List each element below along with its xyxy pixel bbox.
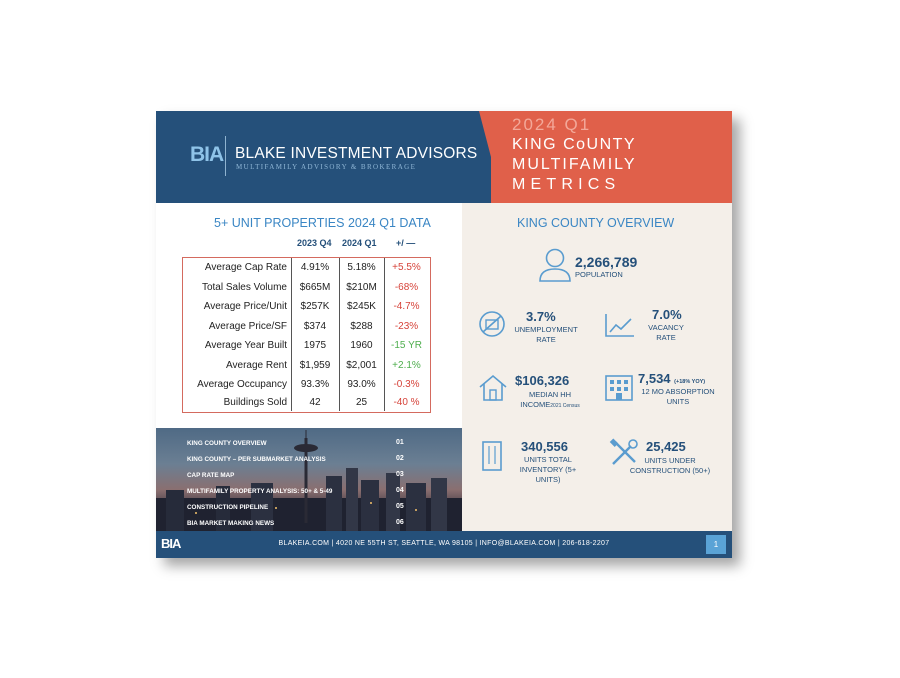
properties-table (182, 257, 431, 413)
income-label-line1: MEDIAN HH (528, 390, 572, 399)
inventory-label (508, 455, 588, 485)
population-value: 2,266,789 (575, 254, 638, 270)
value-q4: $257K (300, 301, 330, 312)
table-row (183, 393, 429, 413)
value-change: -15 YR (391, 340, 422, 351)
table-row (183, 297, 429, 317)
footer-contact[interactable]: BLAKEIA.COM | 4020 NE 55TH ST, SEATTLE, WA 98105 | INFO@BLAKEIA.COM | 206-618-2207 (278, 540, 610, 547)
value-q4: 1975 (303, 340, 327, 351)
inventory-value: 340,556 (521, 439, 568, 454)
value-q4: $1,959 (299, 359, 331, 371)
column-header-q4: 2023 Q4 (297, 238, 332, 248)
table-row (183, 375, 429, 395)
value-change: -40 % (393, 397, 420, 408)
construction-label-line2: CONSTRUCTION (50+) (629, 466, 711, 475)
unemployment-label-line2: RATE (536, 335, 556, 344)
toc-page-number: 04 (396, 487, 404, 494)
report-title-line2: MULTIFAMILY (512, 156, 637, 173)
row-label: Average Cap Rate (204, 262, 287, 273)
footer-logo: BIA (161, 536, 181, 551)
table-row (183, 278, 429, 298)
income-label-line2: INCOME (520, 400, 551, 409)
toc-item[interactable]: KING COUNTY – PER SUBMARKET ANALYSIS (187, 456, 326, 463)
report-page (156, 111, 732, 558)
table-row (183, 258, 429, 278)
value-q4: 93.3% (300, 379, 330, 390)
report-title-line3: METRICS (512, 176, 621, 193)
unemployment-label (506, 325, 586, 345)
building-tower-icon (480, 440, 504, 472)
toc-item[interactable]: KING COUNTY OVERVIEW (187, 440, 267, 447)
absorption-label-line2: UNITS (666, 397, 690, 406)
toc-page-number: 01 (396, 439, 404, 446)
trend-chart-icon (604, 312, 636, 338)
table-title: 5+ UNIT PROPERTIES 2024 Q1 DATA (214, 216, 431, 230)
value-q4: 42 (309, 397, 321, 408)
report-quarter: 2024 Q1 (512, 115, 592, 134)
header-divider (479, 111, 503, 203)
toc-page-number: 02 (396, 455, 404, 462)
table-row (183, 356, 429, 376)
absorption-note: (+18% YOY) (674, 379, 706, 385)
income-label (510, 390, 590, 411)
row-label: Total Sales Volume (201, 281, 287, 293)
construction-label (620, 456, 720, 476)
row-label: Buildings Sold (223, 397, 287, 408)
absorption-label-line1: 12 MO ABSORPTION (641, 387, 715, 396)
value-q1: $245K (347, 301, 376, 312)
toc-page-number: 05 (396, 503, 404, 510)
row-label: Average Year Built (204, 340, 287, 351)
row-label: Average Occupancy (197, 379, 287, 390)
row-label: Average Rent (226, 359, 287, 371)
population-label: POPULATION (575, 270, 623, 279)
seattle-skyline-photo (156, 428, 462, 531)
value-q1: 1960 (350, 340, 373, 351)
page-number: 1 (706, 535, 726, 554)
value-q1: $288 (350, 320, 373, 332)
toc-item[interactable]: CAP RATE MAP (187, 472, 235, 479)
company-logo: BIA (190, 143, 224, 166)
value-q1: $210M (346, 281, 377, 293)
value-q1: 5.18% (347, 262, 376, 273)
person-icon (538, 247, 572, 283)
column-header-change: +/ — (396, 238, 416, 248)
value-change: -4.7% (393, 301, 420, 312)
toc-page-number: 03 (396, 471, 404, 478)
vacancy-value: 7.0% (652, 307, 682, 322)
company-tagline: MULTIFAMILY ADVISORY & BROKERAGE (236, 163, 417, 171)
table-row (183, 317, 429, 337)
value-q1: 25 (355, 397, 368, 408)
toc-item[interactable]: CONSTRUCTION PIPELINE (187, 504, 269, 511)
toc-page-number: 06 (396, 519, 404, 526)
value-q4: $374 (303, 320, 327, 332)
vacancy-label-line2: RATE (656, 333, 676, 342)
row-label: Average Price/SF (208, 320, 287, 332)
value-q4: 4.91% (300, 262, 330, 273)
inventory-label-line3: UNITS) (535, 475, 561, 484)
unemployment-label-line1: UNEMPLOYMENT (514, 325, 578, 334)
table-row (183, 336, 429, 356)
no-work-icon (478, 310, 506, 338)
value-change: -0.3% (393, 379, 420, 390)
construction-value: 25,425 (646, 439, 686, 454)
footer-bar (156, 531, 732, 558)
vacancy-label (636, 323, 696, 343)
overview-title: KING COUNTY OVERVIEW (517, 216, 675, 230)
unemployment-value: 3.7% (526, 309, 556, 324)
absorption-label (630, 387, 726, 407)
construction-label-line1: UNITS UNDER (644, 456, 696, 465)
income-value: $106,326 (515, 373, 570, 388)
value-q1: 93.0% (347, 379, 376, 390)
logo-divider (225, 136, 226, 176)
toc-item[interactable]: MULTIFAMILY PROPERTY ANALYSIS: 50+ & 5-49 (187, 488, 333, 495)
income-note: 2021 Census (550, 403, 580, 409)
vacancy-label-line1: VACANCY (648, 323, 684, 332)
value-change: +2.1% (392, 359, 421, 371)
column-header-q1: 2024 Q1 (342, 238, 377, 248)
company-name: BLAKE INVESTMENT ADVISORS (235, 145, 478, 162)
inventory-label-line1: UNITS TOTAL (524, 455, 572, 464)
value-change: +5.5% (392, 262, 421, 273)
absorption-number: 7,534 (638, 371, 671, 386)
value-change: -68% (394, 281, 419, 293)
inventory-label-line2: INVENTORY (5+ (519, 465, 577, 474)
toc-item[interactable]: BIA MARKET MAKING NEWS (187, 520, 275, 527)
row-label: Average Price/Unit (203, 301, 287, 312)
absorption-value (638, 371, 705, 386)
report-title-line1: KING CoUNTY (512, 136, 637, 153)
value-change: -23% (394, 320, 419, 332)
value-q4: $665M (299, 281, 331, 293)
house-icon (478, 373, 508, 403)
value-q1: $2,001 (346, 359, 377, 371)
